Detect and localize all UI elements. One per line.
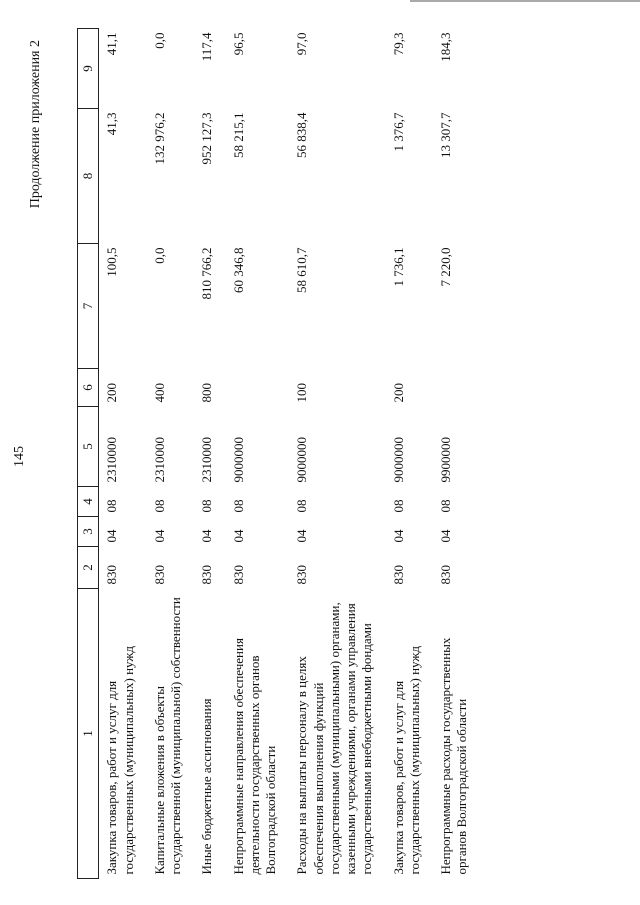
cell-c5: 9000000	[230, 437, 246, 483]
row-name: Непрограммные расходы государственных органов Волгоградской области	[438, 637, 470, 875]
cell-c6: 200	[104, 383, 120, 403]
header-cell: 8	[78, 109, 99, 244]
cell-c3: 04	[151, 529, 167, 543]
cell-c5: 2310000	[151, 437, 167, 483]
cell-c3: 04	[104, 529, 120, 543]
cell-c8: 58 215,1	[230, 112, 246, 158]
cell-c9: 184,3	[438, 32, 453, 62]
cell-c6: 400	[151, 383, 167, 403]
cell-c4: 08	[104, 499, 120, 513]
table-row	[147, 29, 195, 879]
cell-c3: 04	[438, 529, 453, 543]
cell-c3: 04	[230, 529, 246, 543]
header-cell: 6	[78, 369, 99, 407]
cell-c2: 830	[151, 565, 167, 585]
header-cell: 1	[78, 589, 99, 879]
cell-c9: 97,0	[294, 32, 310, 56]
cell-c7: 58 610,7	[294, 247, 310, 293]
row-name: Иные бюджетные ассигнования	[199, 698, 215, 875]
cell-c7: 0,0	[151, 247, 167, 264]
cell-c4: 08	[151, 499, 167, 513]
cell-c2: 830	[390, 565, 406, 585]
cell-c4: 08	[199, 499, 215, 513]
cell-c7: 1 736,1	[390, 247, 406, 287]
table-row	[386, 29, 434, 879]
row-name: Непрограммные направления обеспечения деятельности государственных органов Волгоградской области	[230, 638, 278, 875]
cell-c8: 13 307,7	[438, 112, 453, 158]
cell-c8: 56 838,4	[294, 112, 310, 158]
table-row	[226, 29, 290, 879]
continuation-label: Продолжение приложения 2	[28, 40, 43, 209]
cell-c9: 41,1	[104, 32, 120, 56]
cell-c3: 04	[390, 529, 406, 543]
row-name: Закупка товаров, работ и услуг для государственных (муниципальных) нужд	[390, 646, 422, 875]
cell-c9: 117,4	[199, 32, 215, 62]
cell-c9: 96,5	[230, 32, 246, 56]
cell-c6: 800	[199, 383, 215, 403]
cell-c8: 1 376,7	[390, 112, 406, 152]
cell-c2: 830	[438, 565, 453, 585]
cell-c4: 08	[230, 499, 246, 513]
cell-c6	[433, 369, 481, 407]
cell-c5: 9900000	[438, 437, 453, 483]
header-cell: 2	[78, 547, 99, 589]
budget-table	[77, 28, 481, 879]
cell-c7: 100,5	[104, 247, 120, 277]
cell-c5: 2310000	[199, 437, 215, 483]
cell-c8: 952 127,3	[199, 112, 215, 165]
table-row	[289, 29, 385, 879]
cell-c8: 132 976,2	[151, 112, 167, 165]
cell-c6	[226, 369, 290, 407]
cell-c6: 200	[390, 383, 406, 403]
header-cell: 3	[78, 517, 99, 547]
header-cell: 9	[78, 29, 99, 109]
cell-c5: 9000000	[390, 437, 406, 483]
row-name: Капитальные вложения в объекты государственной (муниципальной) собственности	[151, 597, 183, 875]
cell-c6: 100	[294, 383, 310, 403]
cell-c4: 08	[390, 499, 406, 513]
cell-c2: 830	[294, 565, 310, 585]
table-row	[194, 29, 225, 879]
cell-c4: 08	[294, 499, 310, 513]
cell-c3: 04	[294, 529, 310, 543]
header-cell: 4	[78, 487, 99, 517]
row-name: Расходы на выплаты персоналу в целях обеспечения выполнения функций государственными (муниципальными) органами, казенными учреждениями, органами управления государственными внебюджетными фондами	[294, 602, 375, 875]
cell-c7: 60 346,8	[230, 247, 246, 293]
page-number: 145	[12, 446, 27, 467]
cell-c9: 79,3	[390, 32, 406, 56]
table-row	[433, 29, 481, 879]
cell-c5: 2310000	[104, 437, 120, 483]
cell-c7: 810 766,2	[199, 247, 215, 300]
cell-c7: 7 220,0	[438, 247, 453, 287]
header-cell: 5	[78, 407, 99, 487]
cell-c3: 04	[199, 529, 215, 543]
table-row	[99, 29, 147, 879]
cell-c2: 830	[199, 565, 215, 585]
cell-c4: 08	[438, 499, 453, 513]
header-cell: 7	[78, 244, 99, 369]
row-name: Закупка товаров, работ и услуг для государственных (муниципальных) нужд	[104, 646, 136, 875]
cell-c8: 41,3	[104, 112, 120, 136]
cell-c2: 830	[230, 565, 246, 585]
cell-c9: 0,0	[151, 32, 167, 49]
header-row	[78, 29, 99, 879]
cell-c5: 9000000	[294, 437, 310, 483]
cell-c2: 830	[104, 565, 120, 585]
